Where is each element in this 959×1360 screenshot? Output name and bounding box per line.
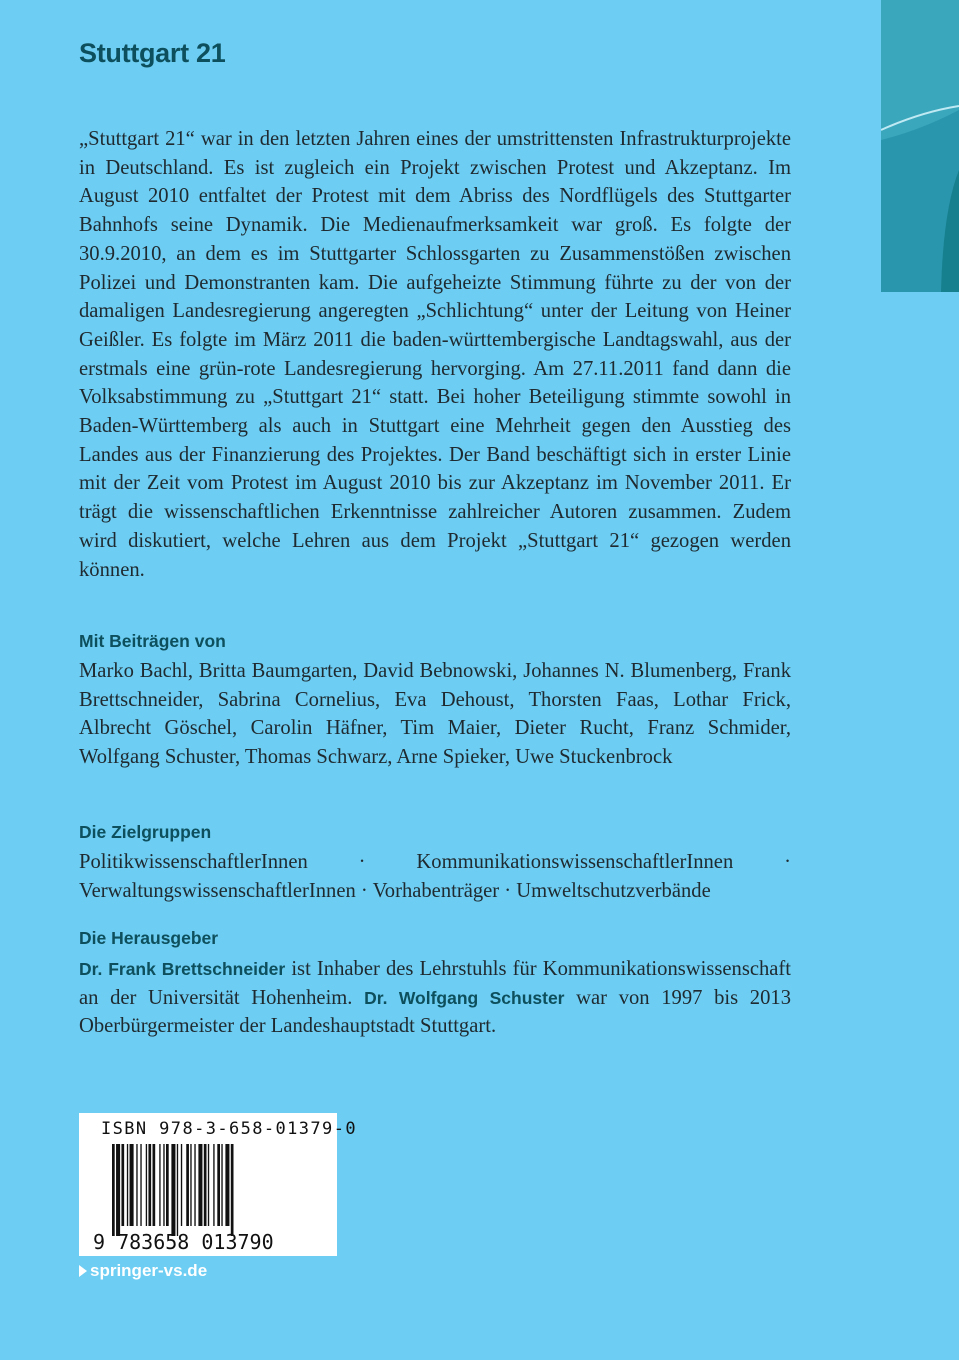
barcode-bar <box>116 1144 120 1236</box>
arrow-right-icon <box>79 1265 87 1277</box>
barcode-bar <box>221 1144 222 1226</box>
publisher-link[interactable] <box>79 1261 207 1281</box>
barcode-bar <box>148 1144 151 1226</box>
barcode-digits: 9 783658 013790 <box>93 1230 274 1254</box>
barcode-bar <box>171 1144 175 1236</box>
barcode-bar <box>194 1144 195 1226</box>
barcode-bar <box>112 1144 115 1236</box>
barcode-bar <box>231 1144 234 1236</box>
barcode-bar <box>177 1144 178 1236</box>
barcode-bar <box>225 1144 229 1226</box>
barcode-bar <box>181 1144 182 1226</box>
barcode-bar <box>121 1144 124 1226</box>
barcode-bar <box>140 1144 141 1226</box>
target-groups-text: PolitikwissenschaftlerInnen · KommunikationswissenschaftlerInnen · VerwaltungswissenschaftlerInnen · Vorhabenträger · Umweltschutzverbände <box>79 851 791 902</box>
editor-bio-2: war von 1997 bis 2013 Oberbürgermeister der Landeshauptstadt Stuttgart. <box>79 986 791 1038</box>
contributors-heading: Mit Beiträgen von <box>79 631 226 651</box>
barcode-bar <box>136 1144 137 1226</box>
editors-text <box>79 955 791 1041</box>
barcode-bar <box>163 1144 164 1226</box>
contributors-text: Marko Bachl, Britta Baumgarten, David Bebnowski, Johannes N. Blumenberg, Frank Brettschneider, Sabrina Cornelius, Eva Dehoust, Thorsten Faas, Lothar Frick, Albrecht Göschel, Carolin Häfner, Tim Maier, Dieter Rucht, Franz Schmider, Wolfgang Schuster, Thomas Schwarz, Arne Spieker, Uwe Stuckenbrock <box>79 660 791 769</box>
intro-text: „Stuttgart 21“ war in den letzten Jahren eines der umstrittensten Infrastrukturprojekte in Deutschland. Es ist zugleich ein Projekt zwischen Protest und Akzeptanz. Im August 2010 entfaltet der Protest mit dem Abriss des Nordflügels des Stuttgarter Bahnhofs seine Dynamik. Die Medienaufmerksamkeit war groß. Es folgte der 30.9.2010, an dem es im Stuttgarter Schlossgarten zu Zusammenstößen zwischen Polizei und Demonstranten kam. Die aufgeheizte Stimmung führte zu der von der damaligen Landesregierung angeregten „Schlichtung“ unter der Leitung von Heiner Geißler. Es folgte im März 2011 die baden-württembergische Landtagswahl, aus der erstmals eine grün-rote Landesregierung hervorging. Am 27.11.2011 fand dann die Volksabstimmung zu „Stuttgart 21“ statt. Bei hoher Beteiligung stimmte sowohl in Baden-Württemberg als auch in Stuttgart eine Mehrheit gegen den Ausstieg des Landes aus der Finanzierung des Projektes. Der Band beschäftigt sich in erster Linie mit der Zeit vom Protest im August 2010 bis zur Akzeptanz im November 2011. Er trägt die wissenschaftlichen Erkenntnisse zahlreicher Autoren zusammen. Zudem wird diskutiert, welche Lehren aus dem Projekt „Stuttgart 21“ gezogen werden können. <box>79 128 791 581</box>
barcode-bar <box>153 1144 156 1226</box>
barcode-bar <box>159 1144 160 1226</box>
editor-bio-1: ist Inhaber des Lehrstuhls für Kommunikationswissenschaft an der Universität Hohenheim. <box>79 958 791 1009</box>
barcode-bar <box>190 1144 191 1226</box>
barcode-bar <box>146 1144 147 1226</box>
barcode-bar <box>213 1144 214 1226</box>
editor-name-2: Dr. Wolfgang Schuster <box>364 987 565 1008</box>
series-title: Stuttgart 21 <box>79 38 226 68</box>
target-groups-heading: Die Zielgruppen <box>79 822 212 842</box>
barcode-bar <box>130 1144 134 1226</box>
publisher-url: springer-vs.de <box>90 1261 208 1280</box>
barcode-bar <box>127 1144 128 1226</box>
barcode-bar <box>166 1144 169 1226</box>
isbn-label: ISBN 978-3-658-01379-0 <box>101 1119 357 1139</box>
isbn-barcode <box>79 1113 357 1256</box>
corner-decoration <box>881 0 959 292</box>
barcode-bar <box>198 1144 202 1226</box>
barcode-bar <box>186 1144 189 1226</box>
editor-name-1: Dr. Frank Brettschneider <box>79 959 286 979</box>
barcode-bar <box>208 1144 209 1226</box>
barcode-bar <box>217 1144 220 1226</box>
editors-heading: Die Herausgeber <box>79 928 219 948</box>
barcode-bar <box>204 1144 207 1226</box>
